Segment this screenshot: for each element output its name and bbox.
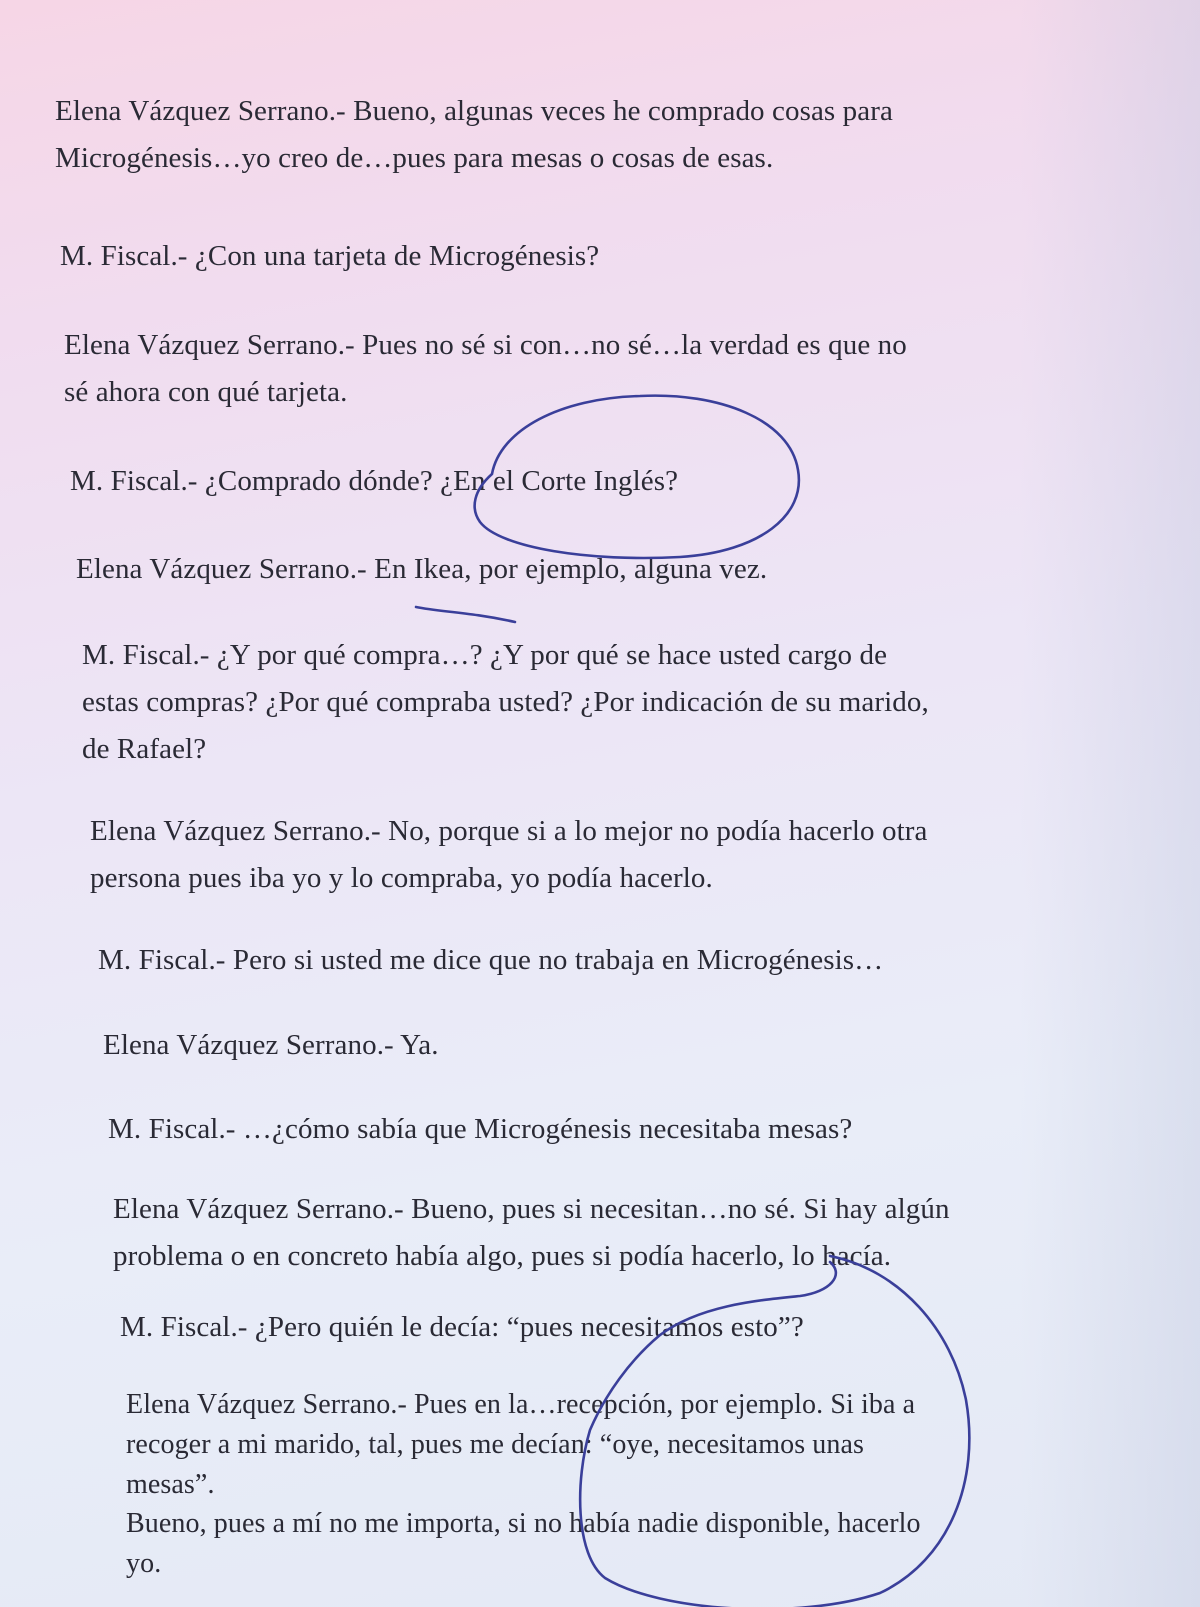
paragraph-6 (82, 632, 929, 773)
paragraph-2 (60, 233, 599, 280)
text-line: Bueno, pues a mí no me importa, si no había nadie disponible, hacerlo (126, 1508, 921, 1540)
text-line: de Rafael? (82, 732, 207, 765)
paragraph-3 (64, 322, 907, 416)
text-line: Elena Vázquez Serrano.- Bueno, pues si necesitan…no sé. Si hay algún (113, 1193, 950, 1225)
text-line: persona pues iba yo y lo compraba, yo podía hacerlo. (90, 861, 713, 894)
text-line: Elena Vázquez Serrano.- Pues no sé si con…no sé…la verdad es que no (64, 329, 907, 361)
text-line: recoger a mi marido, tal, pues me decían: “oye, necesitamos unas (126, 1428, 865, 1460)
paragraph-12 (120, 1304, 804, 1351)
paragraph-9 (103, 1022, 439, 1069)
paragraph-5 (76, 546, 767, 593)
paragraph-10 (108, 1106, 852, 1153)
text-line: M. Fiscal.- Pero si usted me dice que no trabaja en Microgénesis… (98, 944, 884, 976)
text-line: M. Fiscal.- …¿cómo sabía que Microgénesis necesitaba mesas? (108, 1113, 853, 1145)
paragraph-1 (55, 88, 893, 182)
paragraph-7 (90, 808, 928, 902)
text-line: problema o en concreto había algo, pues si podía hacerlo, lo hacía. (113, 1239, 892, 1272)
text-line: estas compras? ¿Por qué compraba usted? ¿Por indicación de su marido, (82, 685, 929, 718)
text-line: Elena Vázquez Serrano.- Bueno, algunas veces he comprado cosas para (55, 95, 893, 127)
text-line: Microgénesis…yo creo de…pues para mesas o cosas de esas. (55, 141, 774, 174)
paragraph-8 (98, 937, 883, 984)
paragraph-11 (113, 1186, 950, 1280)
text-line: Elena Vázquez Serrano.- En Ikea, por ejemplo, alguna vez. (76, 553, 768, 585)
text-line: M. Fiscal.- ¿Y por qué compra…? ¿Y por qué se hace usted cargo de (82, 639, 888, 671)
text-line: M. Fiscal.- ¿Pero quién le decía: “pues necesitamos esto”? (120, 1311, 804, 1343)
text-line: sé ahora con qué tarjeta. (64, 375, 348, 408)
paragraph-13 (126, 1385, 921, 1584)
text-line: yo. (126, 1548, 162, 1579)
text-line: Elena Vázquez Serrano.- Pues en la…recepción, por ejemplo. Si iba a (126, 1389, 916, 1420)
text-line: M. Fiscal.- ¿Con una tarjeta de Microgénesis? (60, 240, 600, 272)
text-line: Elena Vázquez Serrano.- No, porque si a lo mejor no podía hacerlo otra (90, 815, 928, 847)
paragraph-4 (70, 458, 678, 505)
text-line: M. Fiscal.- ¿Comprado dónde? ¿En el Corte Inglés? (70, 465, 679, 497)
text-line: Elena Vázquez Serrano.- Ya. (103, 1029, 439, 1061)
text-line: mesas”. (126, 1468, 215, 1500)
